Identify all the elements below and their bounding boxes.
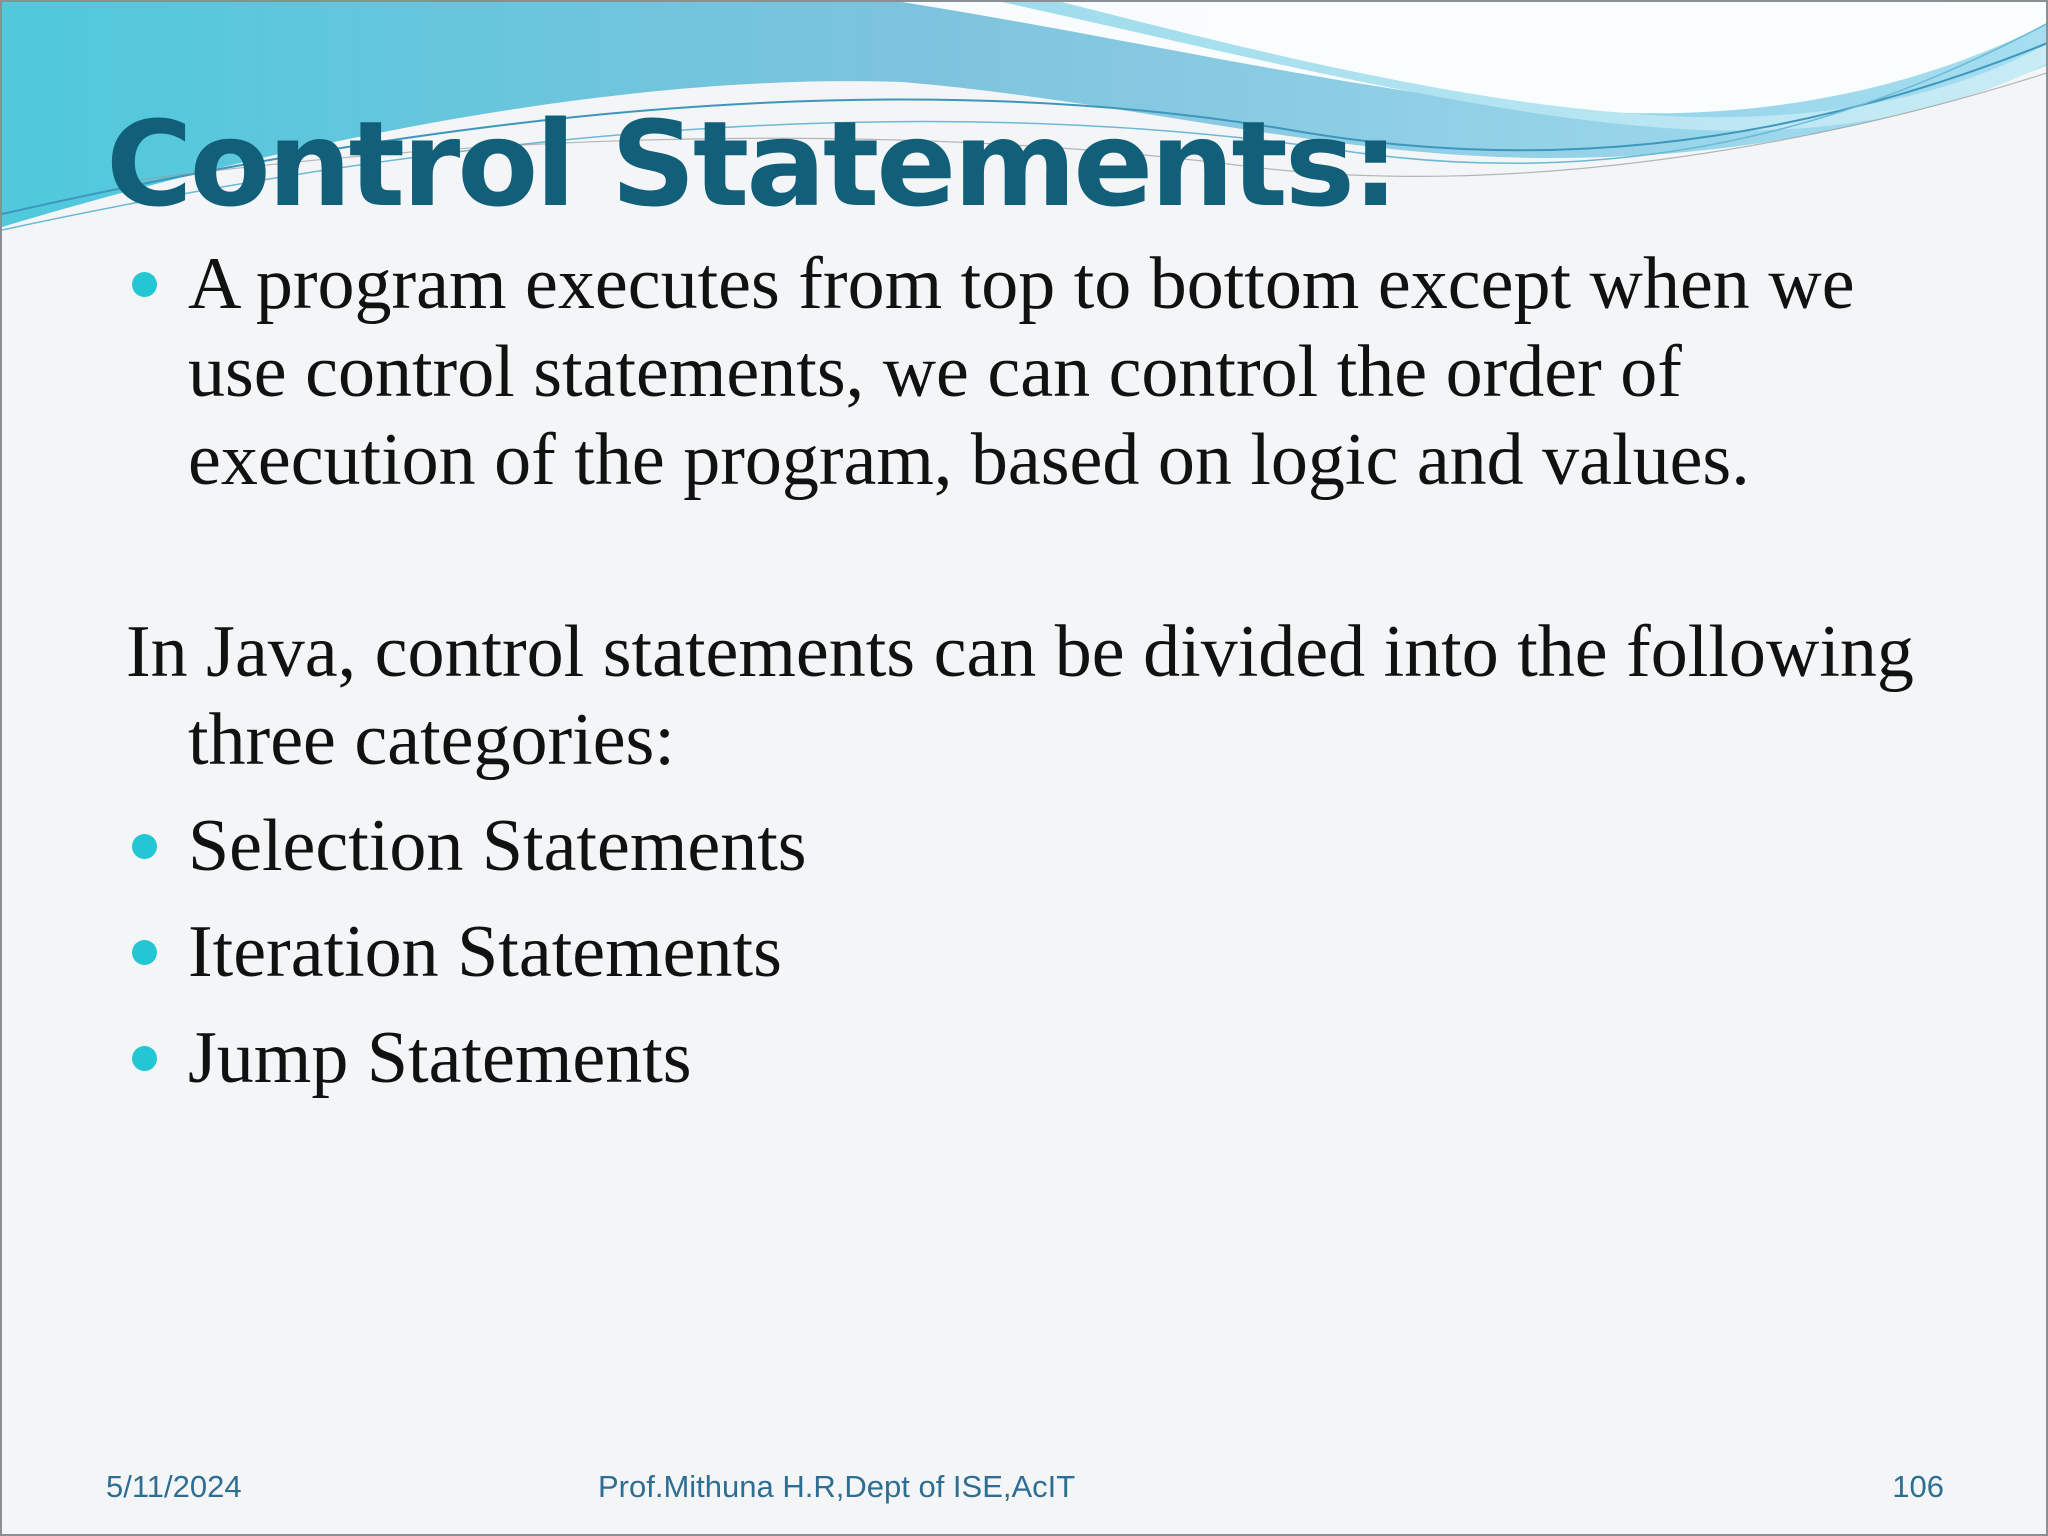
list-item (126, 802, 1966, 890)
slide-body (126, 240, 1966, 1102)
slide-title: Control Statements: (106, 95, 1397, 233)
category-label: Jump Statements (188, 1017, 692, 1099)
bullet-icon (132, 940, 157, 965)
intro-bullet-text: A program executes from top to bottom except when we use control statements, we can control the order of execution of the program, based on logic and values. (188, 243, 1855, 501)
list-item (126, 908, 1966, 996)
bullet-icon (132, 834, 157, 859)
list-item (126, 1014, 1966, 1102)
intro-bullet (126, 240, 1966, 504)
category-label: Selection Statements (188, 805, 807, 887)
footer-author: Prof.Mithuna H.R,Dept of ISE,AcIT (598, 1469, 1076, 1504)
bullet-icon (132, 1046, 157, 1071)
bullet-icon (132, 272, 157, 297)
category-label: Iteration Statements (188, 911, 782, 993)
categories-intro: In Java, control statements can be divided into the following three categories: (126, 611, 1914, 781)
footer-date: 5/11/2024 (106, 1469, 242, 1504)
slide-number: 106 (1892, 1469, 1944, 1504)
